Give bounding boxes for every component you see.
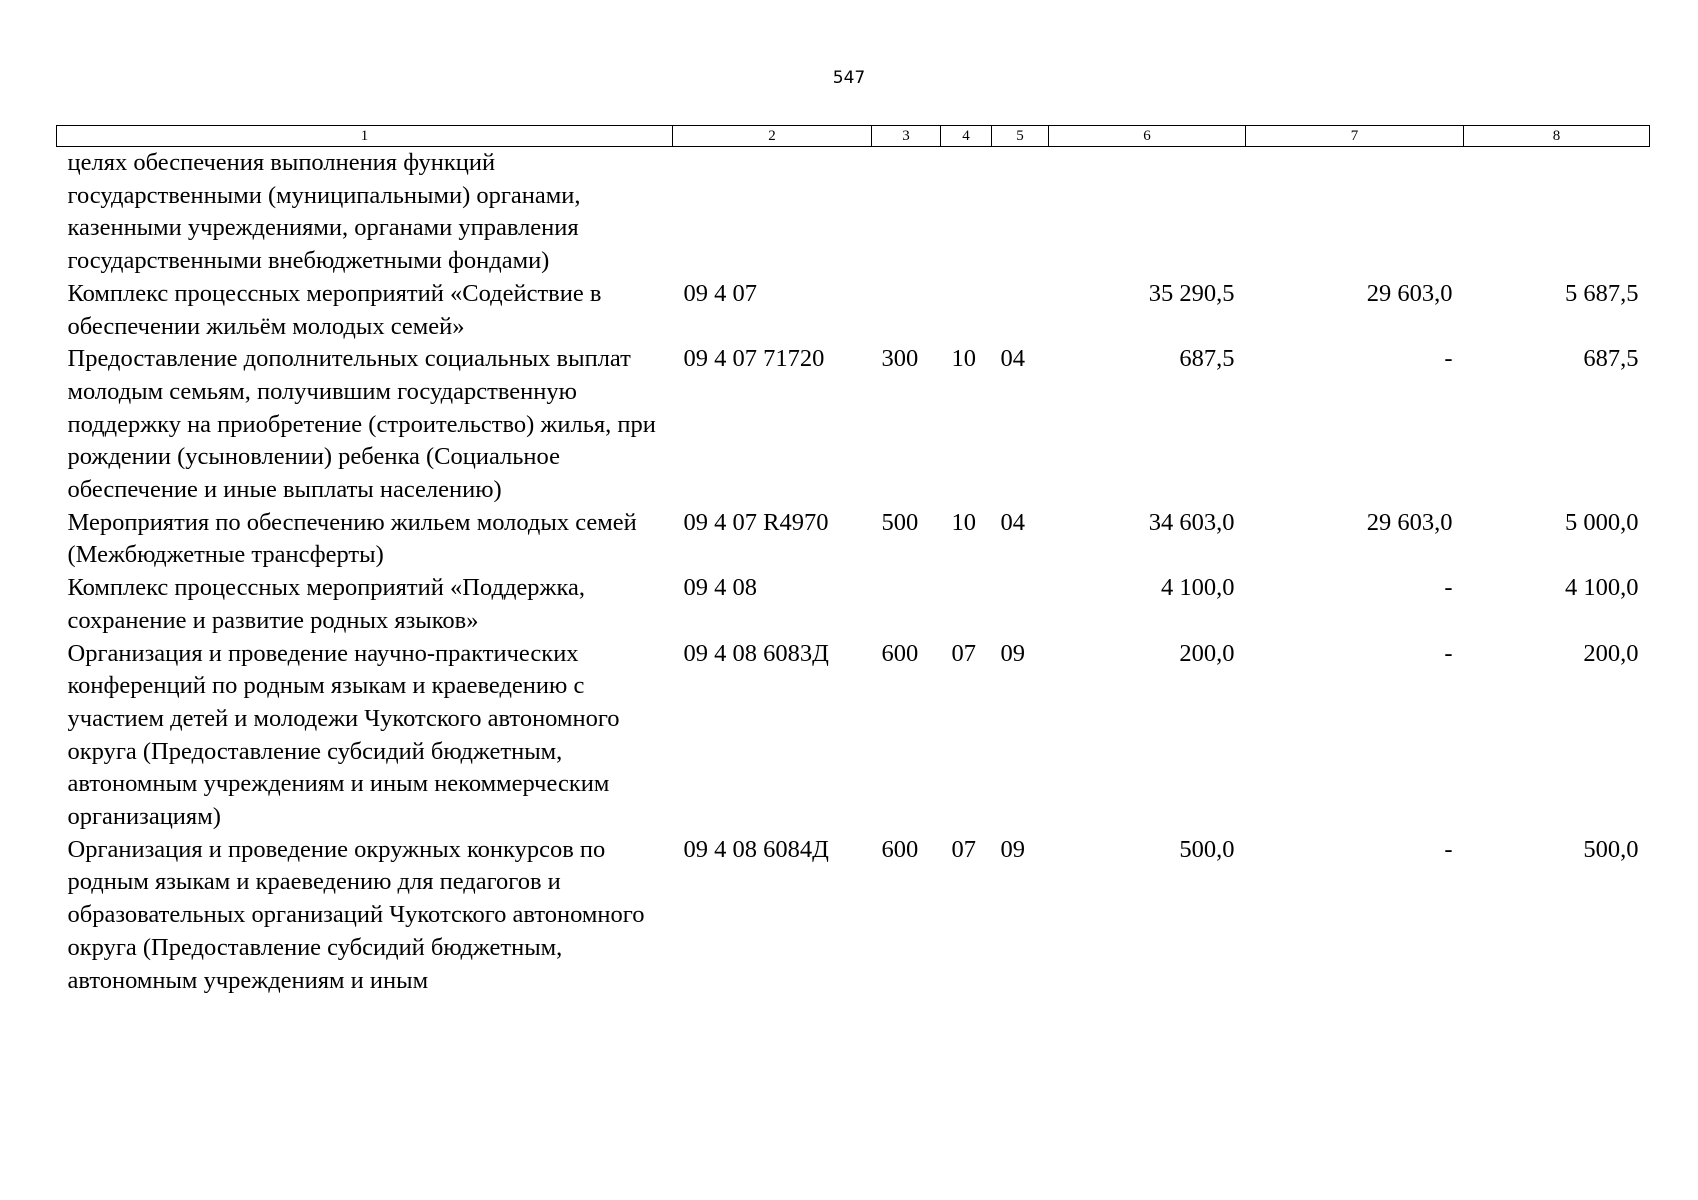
row-subsection: 09 [1000,835,1025,863]
column-header: 8 [1464,126,1650,147]
row-subsection [992,572,1049,637]
column-header: 7 [1246,126,1464,147]
row-federal: 29 603,0 [1366,508,1453,536]
table-row [57,507,1650,572]
column-header: 3 [872,126,941,147]
table-row [57,834,1650,998]
table-row [57,572,1650,637]
column-header: 2 [673,126,872,147]
row-code: 09 4 07 R4970 [683,508,829,536]
row-code: 09 4 08 6084Д [683,835,829,863]
row-expense-type: 300 [881,345,919,373]
row-federal: - [1444,835,1453,863]
table-row [57,147,1650,278]
row-regional: 687,5 [1583,345,1639,373]
row-subsection [992,147,1049,278]
row-regional: 5 000,0 [1565,508,1639,536]
row-section [941,572,992,637]
page-number: 547 [832,68,866,88]
row-section: 10 [951,508,976,536]
row-expense-type [872,572,941,637]
row-federal [1246,147,1464,278]
row-section [941,147,992,278]
row-name: Организация и проведение окружных конкурсов по родным языкам и краеведению для педагогов и образовательных организаций Чукотского автономного округа (Предоставление субсидий бюджетным, автономным учреждениям и иным [67,835,645,994]
row-section: 07 [951,835,976,863]
row-regional: 500,0 [1583,835,1639,863]
row-regional: 200,0 [1583,639,1639,667]
budget-table [56,125,1650,997]
row-subsection: 09 [1000,639,1025,667]
row-subsection [992,278,1049,343]
row-name: Организация и проведение научно-практических конференций по родным языкам и краеведению с участием детей и молодежи Чукотского автономного округа (Предоставление субсидий бюджетным, автономным учреждениям и иным некоммерческим организациям) [67,639,620,831]
row-expense-type: 500 [881,508,919,536]
row-total: 35 290,5 [1148,279,1235,307]
row-total [1049,147,1246,278]
row-section [941,278,992,343]
row-expense-type: 600 [881,639,919,667]
row-total: 34 603,0 [1148,508,1235,536]
row-code: 09 4 08 6083Д [683,639,829,667]
row-code: 09 4 07 71720 [683,345,825,373]
row-code: 09 4 08 [683,574,757,602]
row-expense-type [872,147,941,278]
row-expense-type [872,278,941,343]
column-header: 5 [992,126,1049,147]
row-regional [1464,147,1650,278]
row-total: 687,5 [1179,345,1235,373]
row-total: 4 100,0 [1161,574,1235,602]
row-federal: - [1444,574,1453,602]
row-subsection: 04 [1000,345,1025,373]
table-row [57,638,1650,834]
table-row [57,278,1650,343]
row-federal: 29 603,0 [1366,279,1453,307]
row-name: Мероприятия по обеспечению жильем молодых семей (Межбюджетные трансферты) [67,508,637,569]
row-section: 10 [951,345,976,373]
row-name: целях обеспечения выполнения функций государственными (муниципальными) органами, казенными учреждениями, органами управления государственными внебюджетными фондами) [67,149,581,275]
row-code: 09 4 07 [683,279,757,307]
row-name: Предоставление дополнительных социальных выплат молодым семьям, получившим государственную поддержку на приобретение (строительство) жилья, при рождении (усыновлении) ребенка (Социальное обеспечение и иные выплаты населению) [67,345,656,504]
column-header: 4 [941,126,992,147]
table-row [57,343,1650,507]
row-federal: - [1444,345,1453,373]
row-total: 200,0 [1179,639,1235,667]
row-regional: 5 687,5 [1565,279,1639,307]
table-header-row [57,126,1650,147]
row-total: 500,0 [1179,835,1235,863]
row-section: 07 [951,639,976,667]
row-regional: 4 100,0 [1565,574,1639,602]
row-expense-type: 600 [881,835,919,863]
row-name: Комплекс процессных мероприятий «Содействие в обеспечении жильём молодых семей» [67,279,602,340]
row-code [673,147,872,278]
row-name: Комплекс процессных мероприятий «Поддержка, сохранение и развитие родных языков» [67,574,585,634]
row-federal: - [1444,639,1453,667]
column-header: 1 [57,126,673,147]
column-header: 6 [1049,126,1246,147]
row-subsection: 04 [1000,508,1025,536]
